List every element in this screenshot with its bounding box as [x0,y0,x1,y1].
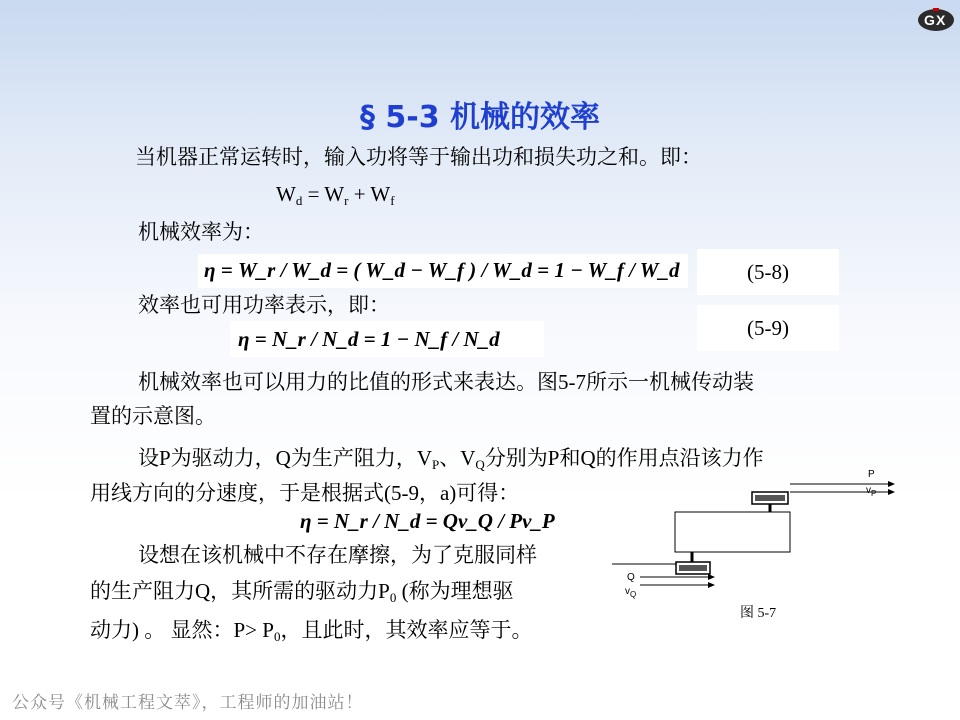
svg-text:G: G [924,12,935,28]
paragraph-4-line2: 置的示意图。 [90,404,216,428]
paragraph-2: 机械效率为： [138,220,264,244]
page-title: § 5-3 机械的效率 [359,100,601,135]
work-equation: $W_d = W_r + W_f$ [276,182,395,208]
ratio-equation-box [298,507,555,537]
label-P: P [868,469,875,480]
top-pulley-hub [755,495,785,501]
figure-caption: 图 5-7 [740,606,777,621]
logo-icon [916,4,956,34]
machine-body [675,512,790,552]
paragraph-4-line1: 机械效率也可以用力的比值的形式来表达。图5-7所示一机械传动装 [138,370,754,394]
footer-note: 公众号《机械工程文萃》，工程师的加油站！ [12,693,364,713]
svg-text:X: X [936,12,946,28]
paragraph-6-line2: 的生产阻力Q，其所需的驱动力$P_0$ (称为理想驱 [90,579,514,605]
paragraph-6-line3: 动力) 。 显然：$P> P_0$，且此时，其效率应等于。 [90,618,533,644]
label-vQ: $v_Q$ [625,586,637,599]
power-equation-box [230,321,544,357]
paragraph-6-line1: 设想在该机械中不存在摩擦，为了克服同样 [138,543,537,567]
equation-tag-5-9: (5-9) [697,305,839,351]
paragraph-5-line2: 用线方向的分速度，于是根据式(5-9，a)可得： [90,481,520,505]
paragraph-3: 效率也可用功率表示，即： [138,293,390,317]
efficiency-equation: η = W_r / W_d = ( W_d − W_f ) / W_d = 1 − W_f / W_d [204,258,680,282]
paragraph-1: 当机器正常运转时，输入功将等于输出功和损失功之和。即： [135,145,702,169]
efficiency-equation-box [198,254,688,288]
ratio-equation: η = N_r / N_d = Qv_Q / Pv_P [300,509,555,533]
label-Q: Q [627,572,635,583]
equation-tag-5-8: (5-8) [697,249,839,295]
power-equation: η = N_r / N_d = 1 − N_f / N_d [238,327,500,351]
figure-5-7 [600,462,900,622]
label-vP: $v_P$ [866,485,877,498]
paragraph-5-line1: 设P为驱动力，Q为生产阻力，$V_P$、$V_Q$分别为P和Q的作用点沿该力作 [138,446,764,472]
